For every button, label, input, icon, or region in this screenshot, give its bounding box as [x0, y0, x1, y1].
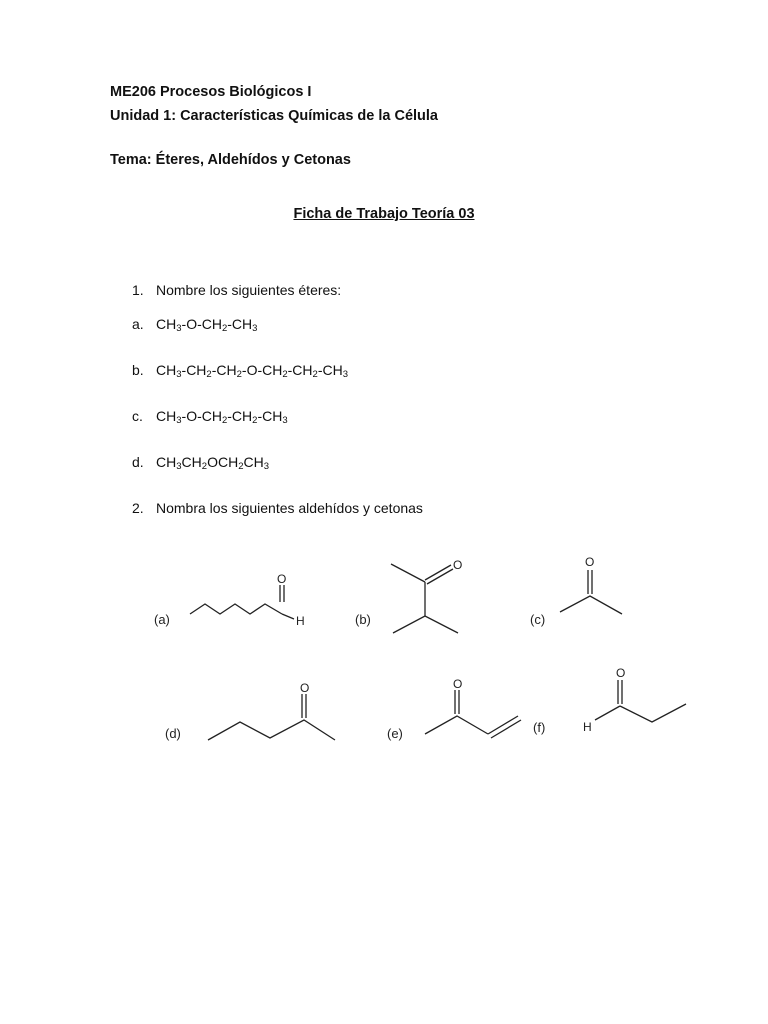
ether-formula — [156, 362, 348, 378]
molecule-label: (b) — [355, 612, 371, 627]
ether-item-c — [132, 408, 288, 426]
question-2-number: 2. — [132, 500, 144, 516]
ether-item-a — [132, 316, 257, 334]
oxygen-atom: O — [277, 572, 287, 586]
aldehyde-bond — [282, 614, 294, 619]
formula-subscript: 2 — [201, 461, 208, 472]
formula-subscript: 3 — [252, 323, 258, 334]
formula-subscript: 2 — [221, 323, 228, 334]
oxygen-atom: O — [453, 558, 463, 572]
worksheet-title — [0, 206, 768, 222]
formula-segment: CH — [181, 454, 202, 470]
oxygen-atom: O — [453, 677, 463, 691]
aldehyde-bond — [595, 706, 620, 720]
molecule-f — [533, 666, 686, 735]
ether-item-label: a. — [132, 316, 144, 332]
formula-segment: -CH — [287, 362, 313, 378]
unit-title: Unidad 1: Características Químicas de la Célula — [110, 108, 438, 124]
formula-segment: -CH — [317, 362, 343, 378]
formula-subscript: 3 — [176, 323, 182, 334]
formula-subscript: 3 — [176, 415, 182, 426]
formula-segment: CH — [156, 362, 177, 378]
formula-segment: -O-CH — [181, 408, 222, 424]
formula-subscript: 3 — [282, 415, 288, 426]
oxygen-atom: O — [300, 681, 310, 695]
molecule-label: (c) — [530, 612, 546, 627]
formula-segment: -CH — [181, 362, 207, 378]
ether-item-label: c. — [132, 408, 143, 424]
formula-subscript: 2 — [252, 415, 258, 426]
carbon-chain — [560, 596, 622, 614]
formula-segment: -O-CH — [241, 362, 283, 378]
ether-formula — [156, 408, 288, 424]
formula-subscript: 2 — [238, 461, 244, 472]
formula-segment: CH — [156, 316, 177, 332]
molecule-label: (a) — [154, 612, 170, 627]
formula-subscript: 2 — [236, 369, 242, 380]
hydrogen-atom: H — [583, 720, 592, 734]
formula-subscript: 2 — [282, 369, 288, 380]
ether-formula — [156, 454, 269, 470]
molecule-d — [165, 681, 335, 741]
formula-subscript: 2 — [221, 415, 228, 426]
formula-segment: -O-CH — [181, 316, 222, 332]
molecule-c — [530, 555, 622, 627]
course-title: ME206 Procesos Biológicos I — [110, 84, 312, 100]
oxygen-atom: O — [616, 666, 626, 680]
formula-segment: -CH — [227, 408, 253, 424]
formula-segment: CH — [156, 454, 177, 470]
ether-item-label: d. — [132, 454, 144, 470]
question-1-number: 1. — [132, 282, 144, 298]
carbon-chain — [393, 616, 458, 633]
formula-segment: CH — [243, 454, 264, 470]
question-2 — [132, 500, 423, 516]
formula-segment: CH — [156, 408, 177, 424]
molecule-label: (d) — [165, 726, 181, 741]
oxygen-atom: O — [585, 555, 595, 569]
formula-segment: -CH — [211, 362, 237, 378]
question-2-text: Nombra los siguientes aldehídos y cetonas — [156, 500, 423, 516]
ether-item-label: b. — [132, 362, 144, 378]
formula-subscript: 3 — [176, 461, 182, 472]
carbon-chain — [620, 704, 686, 722]
formula-subscript: 3 — [342, 369, 349, 380]
ether-item-b — [132, 362, 348, 380]
question-1-text: Nombre los siguientes éteres: — [156, 282, 342, 298]
molecule-e — [387, 677, 521, 741]
question-1 — [132, 282, 341, 298]
molecule-label: (e) — [387, 726, 403, 741]
formula-subscript: 3 — [176, 369, 182, 380]
formula-subscript: 3 — [263, 461, 270, 472]
hydrogen-atom: H — [296, 614, 305, 628]
ether-item-d — [132, 454, 269, 472]
formula-subscript: 2 — [206, 369, 212, 380]
molecule-b — [355, 558, 462, 633]
formula-segment: -CH — [227, 316, 253, 332]
ether-formula — [156, 316, 257, 332]
formula-segment: OCH — [207, 454, 239, 470]
carbon-chain — [391, 564, 425, 582]
carbon-chain — [190, 604, 282, 614]
formula-segment: -CH — [257, 408, 283, 424]
carbon-chain — [425, 716, 488, 734]
worksheet-title-text: Ficha de Trabajo Teoría 03 — [293, 206, 475, 222]
molecule-label: (f) — [533, 720, 546, 735]
topic-title: Tema: Éteres, Aldehídos y Cetonas — [110, 152, 351, 168]
molecule-structures — [0, 540, 768, 770]
formula-subscript: 2 — [312, 369, 318, 380]
molecule-a — [154, 572, 305, 628]
carbon-chain — [208, 720, 335, 740]
